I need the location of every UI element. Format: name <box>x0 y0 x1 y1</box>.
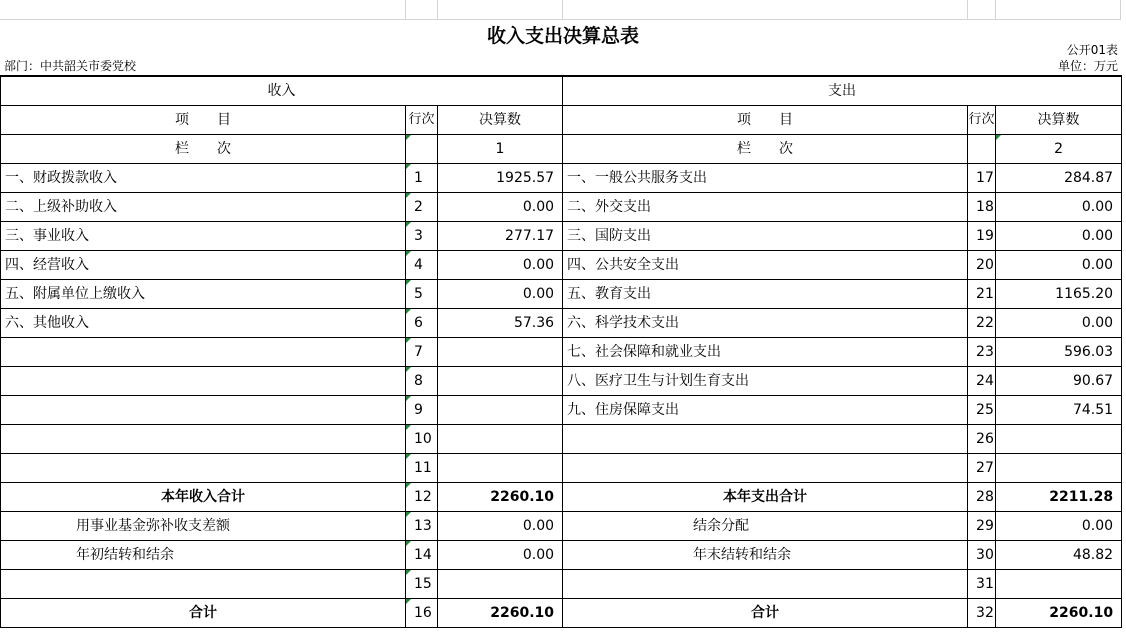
expense-line-no: 20 <box>968 251 996 280</box>
expense-item-name: 一、一般公共服务支出 <box>563 164 968 193</box>
expense-item-name: 四、公共安全支出 <box>563 251 968 280</box>
income-line-no: 8 <box>406 367 438 396</box>
year-expense-total-no: 28 <box>968 483 996 512</box>
expense-column-blank <box>968 135 996 164</box>
expense-item-header: 项 目 <box>563 106 968 135</box>
table-row <box>1 454 1122 483</box>
income-column-label: 栏 次 <box>1 135 406 164</box>
expense-line-no: 18 <box>968 193 996 222</box>
income-amount: 0.00 <box>438 193 563 222</box>
expense-amount: 596.03 <box>996 338 1122 367</box>
table-row <box>1 193 1122 222</box>
beginning-balance-label: 年初结转和结余 <box>1 541 406 570</box>
expense-line-no: 23 <box>968 338 996 367</box>
income-column-number: 1 <box>438 135 563 164</box>
form-code: 公开01表 <box>1066 43 1118 57</box>
expense-line-no: 19 <box>968 222 996 251</box>
blank-income-label <box>1 570 406 599</box>
expense-amount: 90.67 <box>996 367 1122 396</box>
expense-item-name: 七、社会保障和就业支出 <box>563 338 968 367</box>
income-amount <box>438 396 563 425</box>
income-column-blank <box>406 135 438 164</box>
year-expense-total-label: 本年支出合计 <box>563 483 968 512</box>
table-row <box>1 280 1122 309</box>
income-item-name <box>1 338 406 367</box>
income-item-name: 五、附属单位上缴收入 <box>1 280 406 309</box>
blank-expense-label <box>563 570 968 599</box>
expense-amount: 0.00 <box>996 222 1122 251</box>
expense-amount: 0.00 <box>996 251 1122 280</box>
fund-offset-no: 13 <box>406 512 438 541</box>
income-item-header: 项 目 <box>1 106 406 135</box>
ending-balance-label: 年末结转和结余 <box>563 541 968 570</box>
report-title: 收入支出决算总表 <box>486 25 639 47</box>
expense-line-header: 行次 <box>968 106 996 135</box>
surplus-distribution-no: 29 <box>968 512 996 541</box>
year-income-total-no: 12 <box>406 483 438 512</box>
blank-expense-amount <box>996 570 1122 599</box>
table-row <box>1 251 1122 280</box>
income-line-no: 4 <box>406 251 438 280</box>
expense-amount: 74.51 <box>996 396 1122 425</box>
ending-balance-amount: 48.82 <box>996 541 1122 570</box>
income-line-no: 11 <box>406 454 438 483</box>
income-item-name: 四、经营收入 <box>1 251 406 280</box>
income-line-no: 3 <box>406 222 438 251</box>
unit-label: 单位：万元 <box>1057 59 1118 73</box>
expense-line-no: 22 <box>968 309 996 338</box>
income-line-no: 5 <box>406 280 438 309</box>
expense-item-name: 六、科学技术支出 <box>563 309 968 338</box>
expense-item-name <box>563 454 968 483</box>
expense-line-no: 17 <box>968 164 996 193</box>
expense-line-no: 27 <box>968 454 996 483</box>
income-line-no: 1 <box>406 164 438 193</box>
income-item-name: 六、其他收入 <box>1 309 406 338</box>
income-item-name <box>1 396 406 425</box>
expense-amount <box>996 454 1122 483</box>
income-amount: 277.17 <box>438 222 563 251</box>
income-section-header: 收入 <box>1 76 563 106</box>
blank-income-amount <box>438 570 563 599</box>
expense-amount: 1165.20 <box>996 280 1122 309</box>
beginning-balance-amount: 0.00 <box>438 541 563 570</box>
table-row <box>1 396 1122 425</box>
income-amount: 0.00 <box>438 280 563 309</box>
income-line-header: 行次 <box>406 106 438 135</box>
income-line-no: 2 <box>406 193 438 222</box>
grand-total-expense-amount: 2260.10 <box>996 599 1122 628</box>
year-income-total-amount: 2260.10 <box>438 483 563 512</box>
table-row <box>1 309 1122 338</box>
income-amount: 0.00 <box>438 251 563 280</box>
grand-total-expense-label: 合计 <box>563 599 968 628</box>
expense-amount-header: 决算数 <box>996 106 1122 135</box>
expense-column-number: 2 <box>996 135 1122 164</box>
expense-item-name: 二、外交支出 <box>563 193 968 222</box>
expense-item-name: 三、国防支出 <box>563 222 968 251</box>
ending-balance-no: 30 <box>968 541 996 570</box>
grand-total-expense-no: 32 <box>968 599 996 628</box>
expense-line-no: 24 <box>968 367 996 396</box>
expense-line-no: 26 <box>968 425 996 454</box>
income-line-no: 7 <box>406 338 438 367</box>
surplus-distribution-amount: 0.00 <box>996 512 1122 541</box>
income-item-name: 二、上级补助收入 <box>1 193 406 222</box>
expense-amount: 0.00 <box>996 193 1122 222</box>
expense-section-header: 支出 <box>563 76 1122 106</box>
expense-item-name: 五、教育支出 <box>563 280 968 309</box>
blank-income-no: 15 <box>406 570 438 599</box>
income-item-name <box>1 454 406 483</box>
income-amount: 1925.57 <box>438 164 563 193</box>
income-line-no: 9 <box>406 396 438 425</box>
income-amount <box>438 338 563 367</box>
income-amount <box>438 454 563 483</box>
expense-amount: 284.87 <box>996 164 1122 193</box>
income-expense-table <box>0 75 1122 628</box>
income-item-name: 一、财政拨款收入 <box>1 164 406 193</box>
income-line-no: 6 <box>406 309 438 338</box>
table-row <box>1 338 1122 367</box>
table-row <box>1 164 1122 193</box>
blank-expense-no: 31 <box>968 570 996 599</box>
department-label: 部门：中共韶关市委党校 <box>4 59 137 73</box>
grand-total-income-no: 16 <box>406 599 438 628</box>
table-row <box>1 425 1122 454</box>
grand-total-income-amount: 2260.10 <box>438 599 563 628</box>
beginning-balance-no: 14 <box>406 541 438 570</box>
surplus-distribution-label: 结余分配 <box>563 512 968 541</box>
income-item-name <box>1 367 406 396</box>
year-income-total-label: 本年收入合计 <box>1 483 406 512</box>
table-row <box>1 367 1122 396</box>
grand-total-income-label: 合计 <box>1 599 406 628</box>
fund-offset-label: 用事业基金弥补收支差额 <box>1 512 406 541</box>
fund-offset-amount: 0.00 <box>438 512 563 541</box>
year-expense-total-amount: 2211.28 <box>996 483 1122 512</box>
expense-item-name: 九、住房保障支出 <box>563 396 968 425</box>
income-item-name <box>1 425 406 454</box>
income-amount: 57.36 <box>438 309 563 338</box>
table-row <box>1 222 1122 251</box>
expense-amount: 0.00 <box>996 309 1122 338</box>
spreadsheet-grid-top <box>0 0 1126 20</box>
income-item-name: 三、事业收入 <box>1 222 406 251</box>
expense-item-name: 八、医疗卫生与计划生育支出 <box>563 367 968 396</box>
expense-line-no: 21 <box>968 280 996 309</box>
expense-amount <box>996 425 1122 454</box>
expense-column-label: 栏 次 <box>563 135 968 164</box>
expense-item-name <box>563 425 968 454</box>
income-amount <box>438 367 563 396</box>
expense-line-no: 25 <box>968 396 996 425</box>
income-line-no: 10 <box>406 425 438 454</box>
income-amount-header: 决算数 <box>438 106 563 135</box>
income-amount <box>438 425 563 454</box>
